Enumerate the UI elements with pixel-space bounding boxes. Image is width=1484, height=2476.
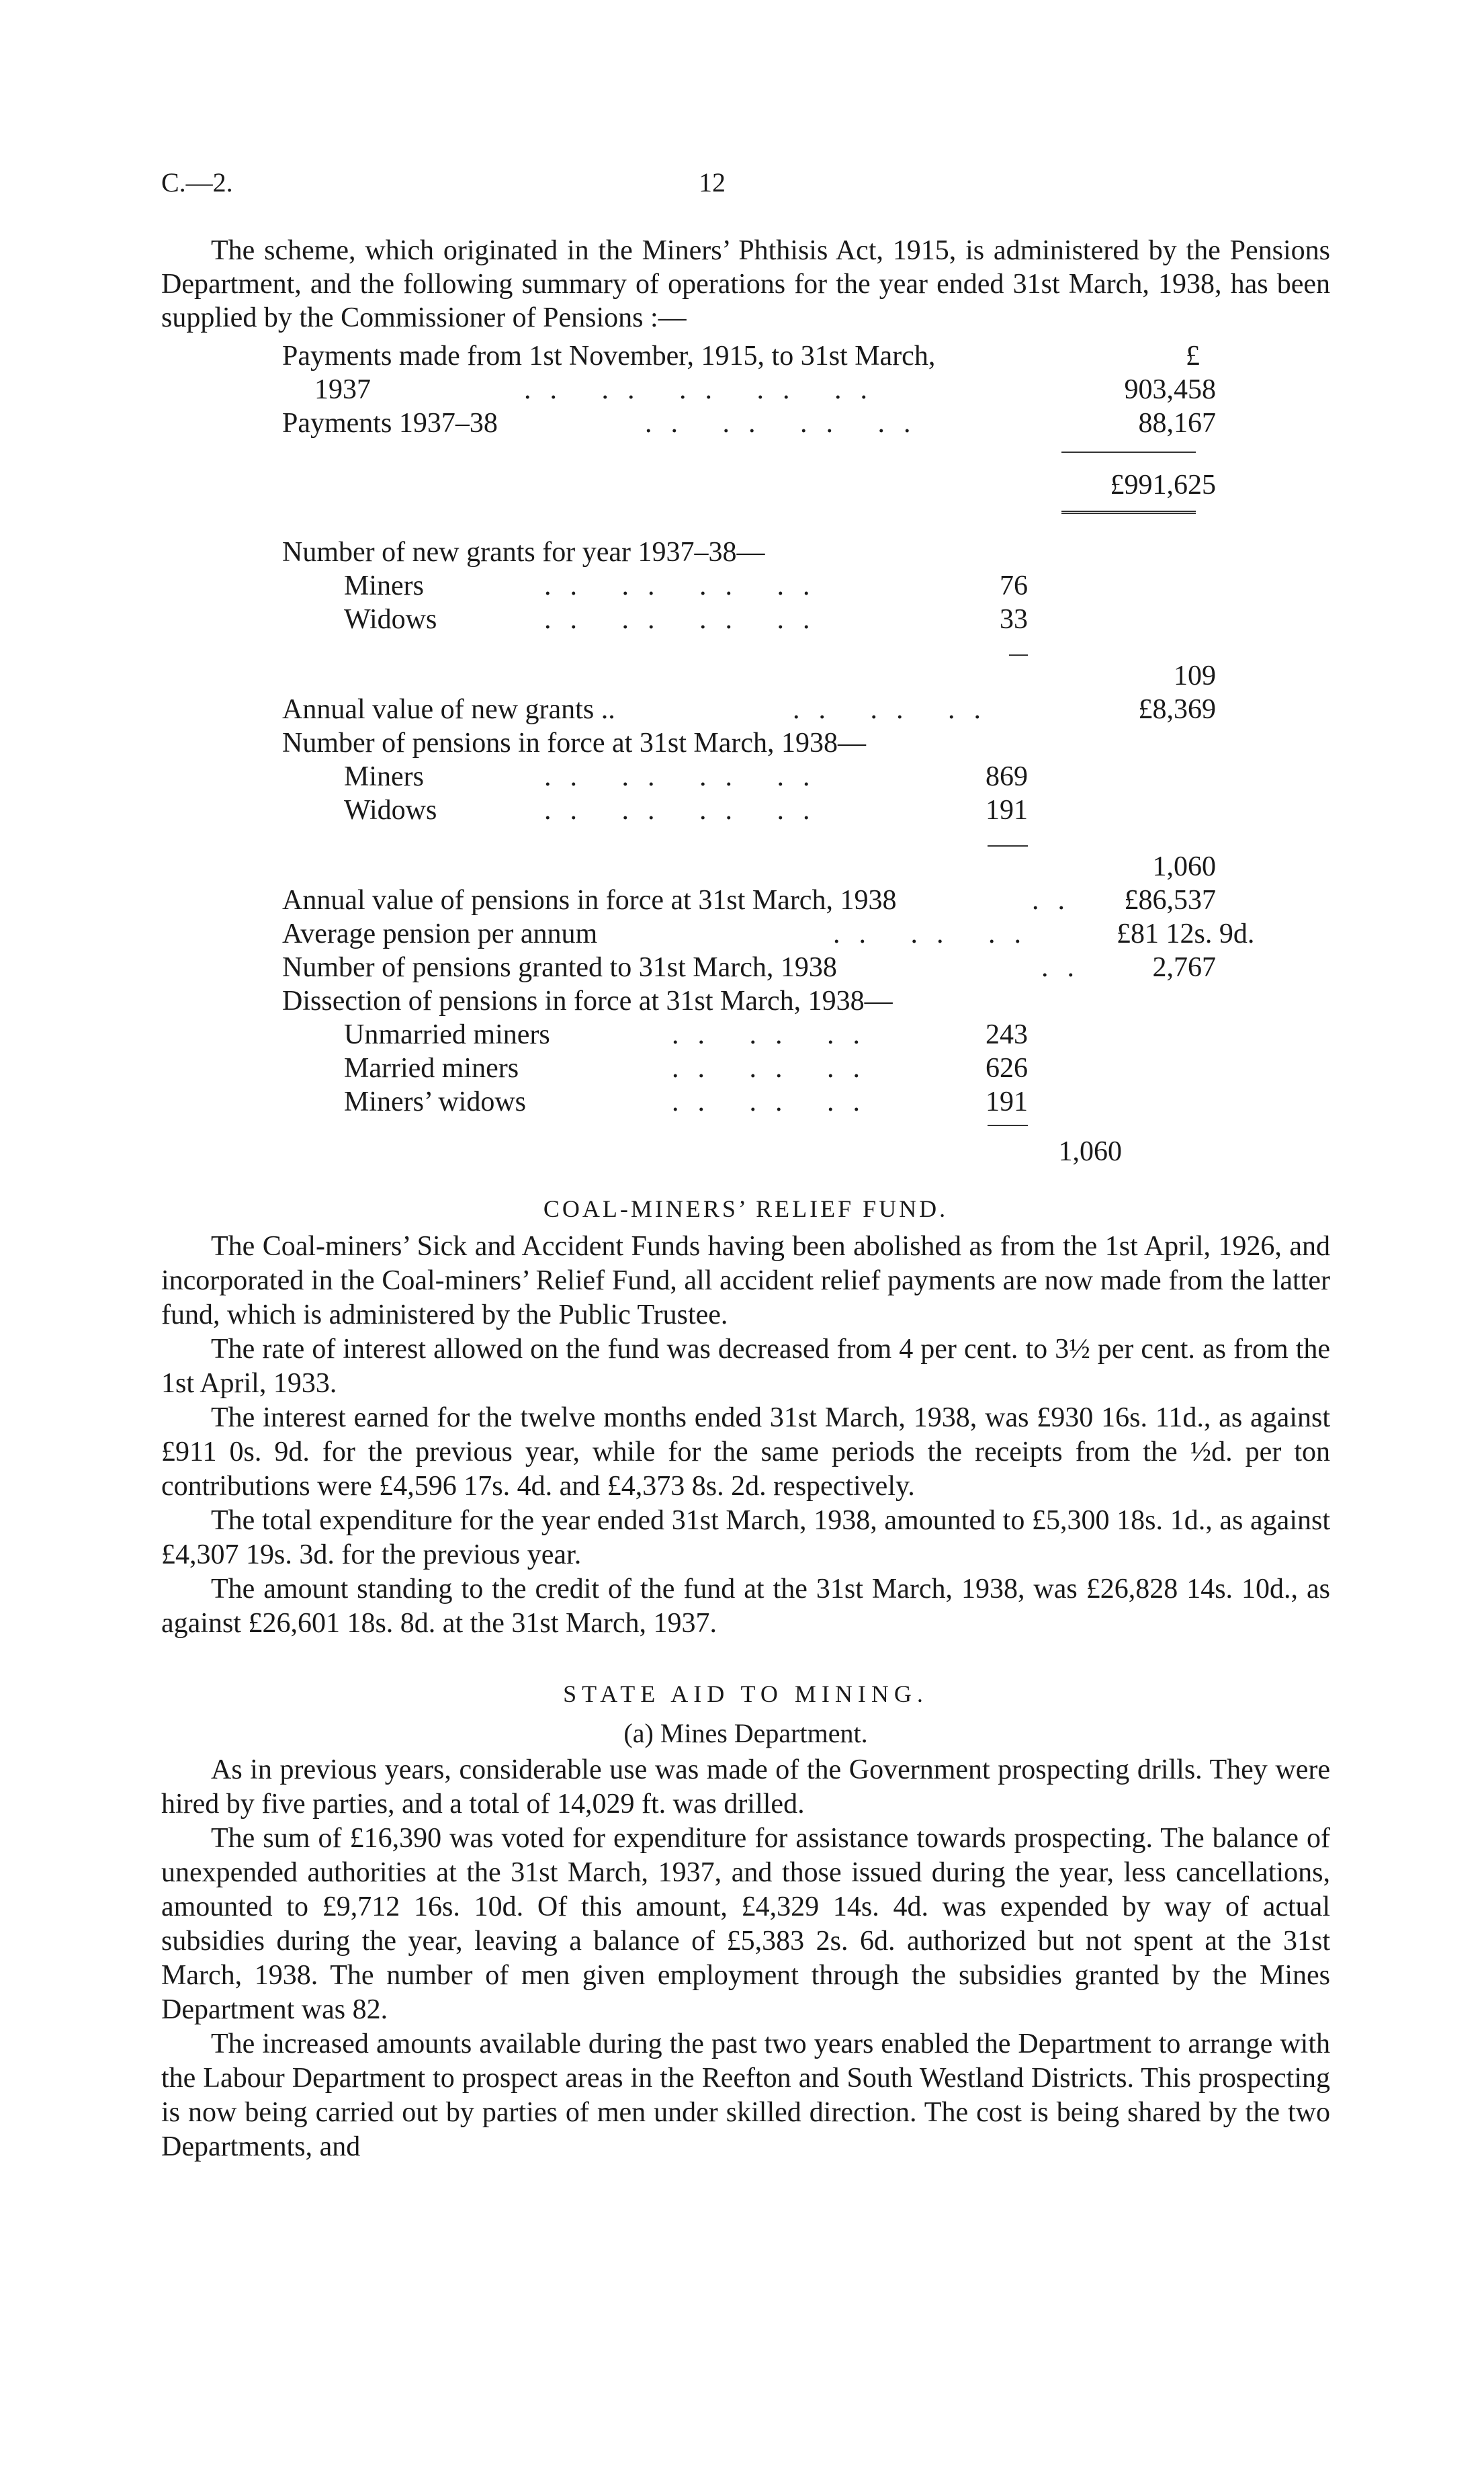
document-code: C.—2. [161, 167, 233, 198]
unmarried-miners-label: Unmarried miners [344, 1019, 550, 1050]
page-number: 12 [699, 167, 726, 198]
paragraph: The total expenditure for the year ended 31st March, 1938, amounted to £5,300 18s. 1d., as against £4,307 19s. 3d. for the previous year. [161, 1505, 1330, 1570]
payments-to-1937-year: 1937 [314, 374, 371, 405]
payments-total: £991,625 [1110, 470, 1216, 501]
leader-dots: .. [1032, 885, 1084, 916]
in-force-heading: Number of pensions in force at 31st March, 1938— [282, 728, 866, 759]
paragraph: The rate of interest allowed on the fund was decreased from 4 per cent. to 3½ per cent. as from the 1st April, 1933. [161, 1334, 1330, 1399]
sum-rule [1009, 654, 1028, 656]
coal-miners-relief-fund-section [161, 1195, 1330, 1641]
in-force-miners-label: Miners [344, 761, 424, 792]
new-grants-miners-label: Miners [344, 570, 424, 601]
granted-to-date-value: 2,767 [1152, 952, 1216, 983]
sum-rule [988, 845, 1028, 847]
document-page [161, 167, 1330, 2164]
leader-dots: .. .. .. [672, 1019, 879, 1050]
paragraph: The amount standing to the credit of the fund at the 31st March, 1938, was £26,828 14s. 10d., as against £26,601 18s. 8d. at the 31st March, 1937. [161, 1574, 1330, 1639]
leader-dots: .. .. .. .. [645, 408, 930, 439]
dissection-heading: Dissection of pensions in force at 31st March, 1938— [282, 986, 893, 1017]
new-grants-widows-label: Widows [344, 604, 437, 635]
dissection-total: 1,060 [1058, 1136, 1122, 1167]
leader-dots: .. .. .. .. [544, 570, 829, 601]
dissection-total-row [161, 1136, 1330, 1181]
leader-dots: .. .. .. .. .. [524, 374, 886, 405]
new-grants-heading: Number of new grants for year 1937–38— [282, 537, 765, 568]
paragraph: The increased amounts available during the past two years enabled the Department to arrange with the Labour Department to prospect areas in the Reefton and South Westland Districts. This prospecting is now being carried out by parties of men under skilled direction. The cost is being shared by the two Departments, and [161, 2029, 1330, 2162]
intro-paragraph: The scheme, which originated in the Miners’ Phthisis Act, 1915, is administered by the Pensions Department, and the following summary of operations for the year ended 31st March, 1938, has been supplied by the Commissioner of Pensions :— [161, 235, 1330, 333]
in-force-miners-value: 869 [986, 761, 1028, 792]
payments-to-1937-label: Payments made from 1st November, 1915, to 31st March, [282, 341, 936, 372]
annual-value-in-force-label: Annual value of pensions in force at 31st March, 1938 [282, 885, 897, 916]
leader-dots: .. .. .. [833, 919, 1040, 949]
miners-widows-label: Miners’ widows [344, 1086, 527, 1117]
currency-symbol: £ [1186, 341, 1200, 372]
leader-dots: .. .. .. [793, 694, 1000, 725]
married-miners-value: 626 [986, 1053, 1028, 1084]
miners-widows-value: 191 [986, 1086, 1028, 1117]
in-force-widows-value: 191 [986, 795, 1028, 826]
in-force-total: 1,060 [1152, 851, 1216, 882]
leader-dots: .. [1041, 952, 1093, 983]
payments-to-1937-value: 903,458 [1124, 374, 1216, 405]
payments-1937-38-value: 88,167 [1138, 408, 1216, 439]
new-grants-total: 109 [1174, 660, 1216, 691]
sum-rule [988, 1125, 1028, 1126]
total-double-rule [1061, 511, 1196, 514]
annual-value-in-force-value: £86,537 [1124, 885, 1216, 916]
state-aid-section [161, 1680, 1330, 2164]
new-grants-miners-value: 76 [1000, 570, 1028, 601]
sum-rule [1061, 452, 1196, 453]
average-pension-value: £81 12s. 9d. [1117, 919, 1255, 949]
granted-to-date-label: Number of pensions granted to 31st March, 1938 [282, 952, 837, 983]
married-miners-label: Married miners [344, 1053, 519, 1084]
paragraph: The sum of £16,390 was voted for expenditure for assistance towards prospecting. The balance of unexpended authorities at the 31st March, 1937, and those issued during the year, less cancellations, amounted to £9,712 16s. 10d. Of this amount, £4,329 14s. 4d. was expended by way of actual subsidies during the year, leaving a balance of £5,383 2s. 6d. authorized but not spent at the 31st March, 1938. The number of men given employment through the subsidies granted by the Mines Department was 82. [161, 1823, 1330, 2025]
coal-miners-heading: COAL-MINERS’ RELIEF FUND. [543, 1195, 949, 1222]
unmarried-miners-value: 243 [986, 1019, 1028, 1050]
average-pension-label: Average pension per annum [282, 919, 598, 949]
annual-value-new-label: Annual value of new grants .. [282, 694, 615, 725]
payments-1937-38-label: Payments 1937–38 [282, 408, 498, 439]
mines-department-subheading: (a) Mines Department. [623, 1718, 868, 1748]
paragraph: As in previous years, considerable use was made of the Government prospecting drills. They were hired by five parties, and a total of 14,029 ft. was drilled. [161, 1754, 1330, 1820]
leader-dots: .. .. .. [672, 1053, 879, 1084]
new-grants-widows-value: 33 [1000, 604, 1028, 635]
leader-dots: .. .. .. .. [544, 761, 829, 792]
leader-dots: .. .. .. .. [544, 604, 829, 635]
leader-dots: .. .. .. [672, 1086, 879, 1117]
state-aid-heading: STATE AID TO MINING. [563, 1680, 928, 1707]
leader-dots: .. .. .. .. [544, 795, 829, 826]
paragraph: The Coal-miners’ Sick and Accident Funds having been abolished as from the 1st April, 1926, and incorporated in the Coal-miners’ Relief Fund, all accident relief payments are now made from the latter fund, which is administered by the Public Trustee. [161, 1231, 1330, 1330]
pension-summary [161, 335, 1330, 1141]
page-header [161, 167, 1330, 207]
annual-value-new-value: £8,369 [1138, 694, 1216, 725]
in-force-widows-label: Widows [344, 795, 437, 826]
paragraph: The interest earned for the twelve months ended 31st March, 1938, was £930 16s. 11d., as against £911 0s. 9d. for the previous year, while for the same periods the receipts from the ½d. per ton contributions were £4,596 17s. 4d. and £4,373 8s. 2d. respectively. [161, 1402, 1330, 1502]
